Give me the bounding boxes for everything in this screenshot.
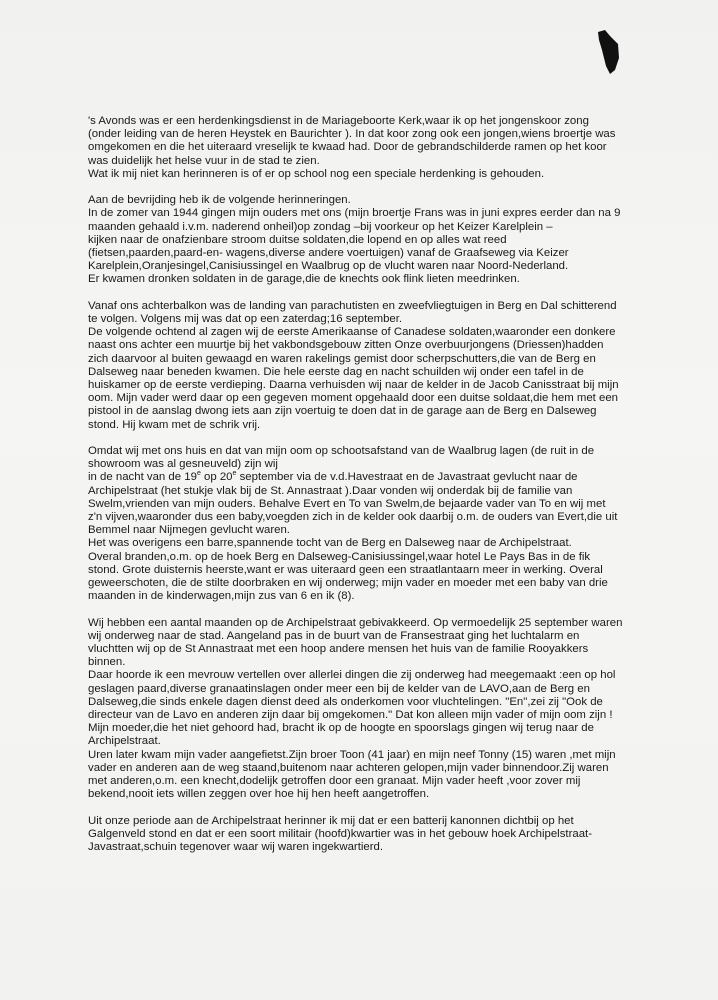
text-segment: geweerschoten, die de stilte doorbraken en wij onderweg; mijn vader en moeder met een baby van drie: [88, 577, 608, 590]
text-segment: stond. Hij kwam met de schrik vrij.: [88, 418, 261, 431]
text-line: [88, 445, 688, 458]
text-line: [88, 709, 688, 722]
text-line: [88, 273, 688, 286]
text-segment: Vanaf ons achterbalkon was de landing van parachutisten en zweefvliegtuigen in Berg en Dal schitterend: [88, 299, 617, 312]
text-segment: Daar hoorde ik een mevrouw vertellen over allerlei dingen die zij onderweg had meegemaakt :een op hol: [88, 669, 616, 682]
text-segment: vluchtten wij op de St Annastraat met een hoop andere mensen het huis van de familie Rooyakkers: [88, 643, 589, 656]
text-segment: (fietsen,paarden,paard-en- wagens,diverse andere voertuigen) vanaf de Graafseweg via Keizer: [88, 247, 569, 260]
text-line: [88, 128, 688, 141]
text-segment: Dalseweg naar beneden kwamen. Die hele eerste dag en nacht schuilden wij onder een tafel in de: [88, 365, 584, 378]
text-line: [88, 115, 688, 128]
text-segment: maanden gehaald i.v.m. naderend onheil)op zondag –bij voorkeur op het Keizer Karelplein –: [88, 220, 553, 233]
text-line: [88, 656, 688, 669]
text-segment: Karelplein,Oranjesingel,Canisiussingel en Waalbrug op de vlucht waren naar Noord-Nederland.: [88, 260, 569, 273]
text-segment: Omdat wij met ons huis en dat van mijn oom op schootsafstand van de Waalbrug lagen (de ruit in de: [88, 445, 595, 458]
text-line: [88, 511, 688, 524]
text-segment: Swelm,vrienden van mijn ouders. Behalve Evert en To van Swelm,de bejaarde vader van To en wij met: [88, 497, 606, 510]
text-segment: september via de v.d.Havestraat en de Javastraat gevlucht naar de: [236, 471, 578, 484]
paragraph: [88, 300, 688, 432]
text-segment: showroom was al gesneuveld) zijn wij: [88, 458, 278, 471]
text-segment: De volgende ochtend al zagen wij de eerste Amerikaanse of Canadese soldaten,waaronder een donkere: [88, 326, 616, 339]
text-line: [88, 590, 688, 603]
text-line: [88, 485, 688, 498]
text-line: [88, 643, 688, 656]
text-segment: stond. Grote duisternis heerste,want er was uiteraard geen een straatlantaarn meer in werking. Overal: [88, 563, 603, 576]
text-line: [88, 841, 688, 854]
text-line: [88, 260, 688, 273]
text-segment: omgekomen en die het uiteraard vreselijk te kwaad had. Door de gebrandschilderde ramen op het koor: [88, 141, 607, 154]
text-segment: oom. Mijn vader werd daar op een gegeven moment opgehaald door een duitse soldaat,die hem met een: [88, 392, 619, 405]
text-segment: op 20: [200, 471, 233, 484]
paragraph: [88, 115, 688, 181]
text-segment: wij onderweg naar de stad. Aangeland pas in de buurt van de Fransestraat ging het luchtalarm en: [88, 629, 580, 642]
text-line: [88, 339, 688, 352]
text-segment: kijken naar de onafzienbare stroom duitse soldaten,die lopend en op alles wat reed: [88, 233, 507, 246]
document-body: [88, 115, 688, 867]
text-line: [88, 564, 688, 577]
text-line: [88, 221, 688, 234]
text-line: [88, 669, 688, 682]
text-line: [88, 326, 688, 339]
text-line: [88, 392, 688, 405]
text-line: [88, 630, 688, 643]
text-segment: Archipelstraat.: [88, 735, 161, 748]
text-segment: Er kwamen dronken soldaten in de garage,die de knechts ook flink lieten meedrinken.: [88, 273, 520, 286]
text-segment: Overal branden,o.m. op de hoek Berg en Dalseweg-Canisiussingel,waar hotel Le Pays Bas in de fik: [88, 550, 591, 563]
text-segment: met anderen,o.m. een knecht,dodelijk getroffen door een granaat. Mijn vader heeft ,voor zover mij: [88, 775, 581, 788]
text-segment: Wat ik mij niet kan herinneren is of er op school nog een speciale herdenking is gehouden.: [88, 167, 545, 180]
text-segment: z'n vijven,waaronder dus een baby,voegden zich in de kelder ook daarbij o.m. de ouders van Evert,die uit: [88, 511, 618, 524]
text-line: [88, 247, 688, 260]
text-segment: bekend,nooit iets willen zeggen over hoe hij hen heeft aangetroffen.: [88, 788, 430, 801]
text-line: [88, 498, 688, 511]
paragraph: [88, 194, 688, 286]
text-line: [88, 749, 688, 762]
text-line: [88, 735, 688, 748]
text-line: [88, 696, 688, 709]
text-segment: binnen.: [88, 656, 126, 669]
text-segment: in de nacht van de 19: [88, 471, 197, 484]
text-segment: vader en anderen aan de weg staand,buitenom naar achteren gelopen,mijn vader binnendoor.Zij waren: [88, 761, 609, 774]
paragraph: [88, 815, 688, 855]
text-segment: geslagen paard,diverse granaatinslagen onder meer een bij de kelder van de LAVO,aan de Berg en: [88, 682, 590, 695]
text-line: [88, 762, 688, 775]
text-line: [88, 722, 688, 735]
text-line: [88, 379, 688, 392]
text-line: [88, 313, 688, 326]
superscript: e: [232, 470, 237, 478]
text-line: [88, 551, 688, 564]
text-line: [88, 419, 688, 432]
text-segment: naast ons achter een muurtje bij het vakbondsgebouw zitten Onze overbuurjongens (Driessen)hadden: [88, 339, 604, 352]
text-line: [88, 234, 688, 247]
ink-mark-icon: [596, 30, 620, 74]
text-line: [88, 300, 688, 313]
paragraph: [88, 617, 688, 802]
text-line: [88, 194, 688, 207]
text-segment: Archipelstraat (het stukje vlak bij de St. Annastraat ).Daar vonden wij onderdak bij de familie van: [88, 484, 573, 497]
text-line: [88, 366, 688, 379]
text-line: [88, 524, 688, 537]
text-segment: In de zomer van 1944 gingen mijn ouders met ons (mijn broertje Frans was in juni expres eerder dan na 9: [88, 207, 621, 220]
text-segment: directeur van de Lavo en anderen zijn daar bij omgekomen." Dat kon alleen mijn vader of mijn oom zijn !: [88, 709, 613, 722]
text-line: [88, 353, 688, 366]
text-segment: Wij hebben een aantal maanden op de Archipelstraat gebivakkeerd. Op vermoedelijk 25 september waren: [88, 616, 623, 629]
text-segment: Het was overigens een barre,spannende tocht van de Berg en Dalseweg naar de Archipelstraat.: [88, 537, 572, 550]
text-line: [88, 458, 688, 471]
text-segment: huiskamer op de eerste verdieping. Daarna verhuisden wij naar de kelder in de Jacob Canisstraat bij mijn: [88, 379, 619, 392]
text-line: [88, 537, 688, 550]
text-segment: te volgen. Volgens mij was dat op een zaterdag;16 september.: [88, 313, 403, 326]
text-line: [88, 788, 688, 801]
text-line: [88, 207, 688, 220]
text-segment: pistool in de aanslag dwong iets aan zijn voertuig te doen dat in de garage aan de Berg en Dalseweg: [88, 405, 597, 418]
paragraph: [88, 445, 688, 603]
text-line: [88, 577, 688, 590]
text-line: [88, 617, 688, 630]
text-segment: maanden in de kinderwagen,mijn zus van 6 en ik (8).: [88, 590, 355, 603]
text-segment: Uren later kwam mijn vader aangefietst.Zijn broer Toon (41 jaar) en mijn neef Tonny (15) waren ,met mijn: [88, 748, 616, 761]
text-line: [88, 683, 688, 696]
text-segment: zich daarvoor al buiten gewaagd en waren rakelings gemist door scherpschutters,die van de Berg en: [88, 352, 596, 365]
text-segment: was duidelijk het helse vuur in de stad te zien.: [88, 154, 320, 167]
text-segment: Galgenveld stond en dat er een soort militair (hoofd)kwartier was in het gebouw hoek Archipelstraat-: [88, 827, 592, 840]
text-segment: Mijn moeder,die het niet gehoord had, bracht ik op de hoogte en spoorslags gingen wij terug naar de: [88, 722, 594, 735]
text-segment: Aan de bevrijding heb ik de volgende herinneringen.: [88, 194, 351, 207]
text-line: [88, 405, 688, 418]
text-segment: 's Avonds was er een herdenkingsdienst in de Mariageboorte Kerk,waar ik op het jongenskoor zong: [88, 115, 589, 127]
text-segment: (onder leiding van de heren Heystek en Baurichter ). In dat koor zong ook een jongen,wiens broertje was: [88, 128, 616, 141]
text-line: [88, 155, 688, 168]
text-line: [88, 828, 688, 841]
text-line: [88, 815, 688, 828]
text-segment: Javastraat,schuin tegenover waar wij waren ingekwartierd.: [88, 841, 384, 854]
text-segment: Bemmel naar Nijmegen gevlucht waren.: [88, 524, 290, 537]
superscript: e: [196, 470, 201, 478]
text-segment: Dalseweg,die sinds enkele dagen dienst deed als onderkomen voor vluchtelingen. "En",zei zij "Ook de: [88, 695, 603, 708]
text-segment: Uit onze periode aan de Archipelstraat herinner ik mij dat er een batterij kanonnen dichtbij op het: [88, 814, 574, 827]
text-line: [88, 141, 688, 154]
text-line: [88, 168, 688, 181]
text-line: [88, 775, 688, 788]
text-line: [88, 471, 688, 484]
